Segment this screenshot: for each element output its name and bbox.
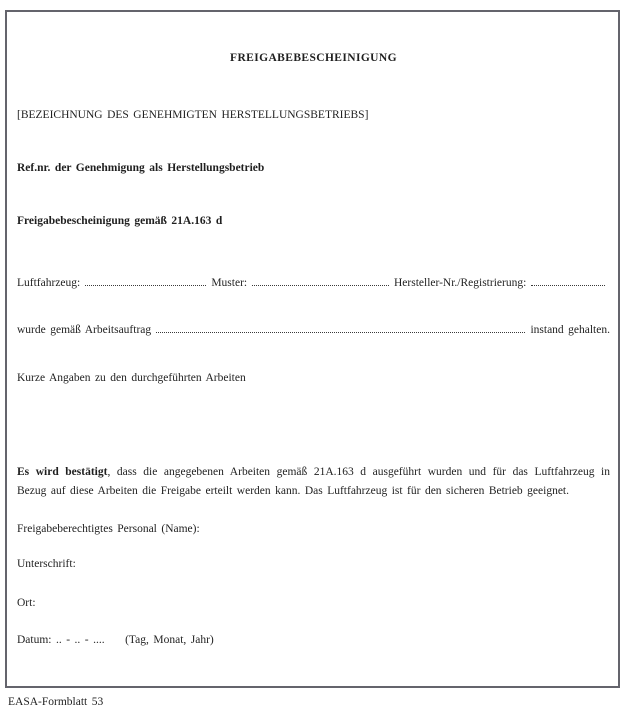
document-title: FREIGABEBESCHEINIGUNG <box>230 52 397 64</box>
work-summary-label: Kurze Angaben zu den durchgeführten Arbeiten <box>17 372 246 384</box>
date-format-hint: (Tag, Monat, Jahr) <box>125 634 214 646</box>
place-label: Ort: <box>17 597 36 609</box>
approval-reference-label: Ref.nr. der Genehmigung als Herstellungsbetrieb <box>17 162 265 174</box>
form-number-footer: EASA-Formblatt 53 <box>8 696 104 708</box>
work-order-prefix: wurde gemäß Arbeitsauftrag <box>17 324 152 337</box>
serial-registration-label: Hersteller-Nr./Registrierung: <box>393 277 527 290</box>
production-organisation-placeholder: [BEZEICHNUNG DES GENEHMIGTEN HERSTELLUNGSBETRIEBS] <box>17 109 369 121</box>
type-fill-in-field <box>252 277 389 286</box>
work-order-fill-in-field <box>156 324 525 333</box>
certifying-staff-label: Freigabeberechtigtes Personal (Name): <box>17 523 200 535</box>
work-order-row <box>17 324 610 336</box>
aircraft-identification-row <box>17 277 610 289</box>
aircraft-fill-in-field <box>85 277 206 286</box>
date-label: Datum: .. - .. - .... <box>17 634 105 646</box>
work-order-suffix: instand gehalten. <box>530 324 610 337</box>
certification-statement-bold-lead: Es wird bestätigt <box>17 466 108 478</box>
signature-label: Unterschrift: <box>17 558 76 570</box>
date-row <box>17 634 610 646</box>
serial-registration-fill-in-field <box>531 277 605 286</box>
form-border-box <box>5 10 620 688</box>
certification-statement <box>17 463 610 500</box>
certificate-statement-line: Freigabebescheinigung gemäß 21A.163 d <box>17 215 223 227</box>
aircraft-label: Luftfahrzeug: <box>17 277 81 290</box>
type-label: Muster: <box>211 277 248 290</box>
certification-statement-body: , dass die angegebenen Arbeiten gemäß 21A.163 d ausgeführt wurden und für das Luftfahrzeug in Bezug auf diese Arbeiten die Freigabe erteilt werden kann. Das Luftfahrzeug ist für den sicheren Betrieb geeignet. <box>17 466 610 497</box>
